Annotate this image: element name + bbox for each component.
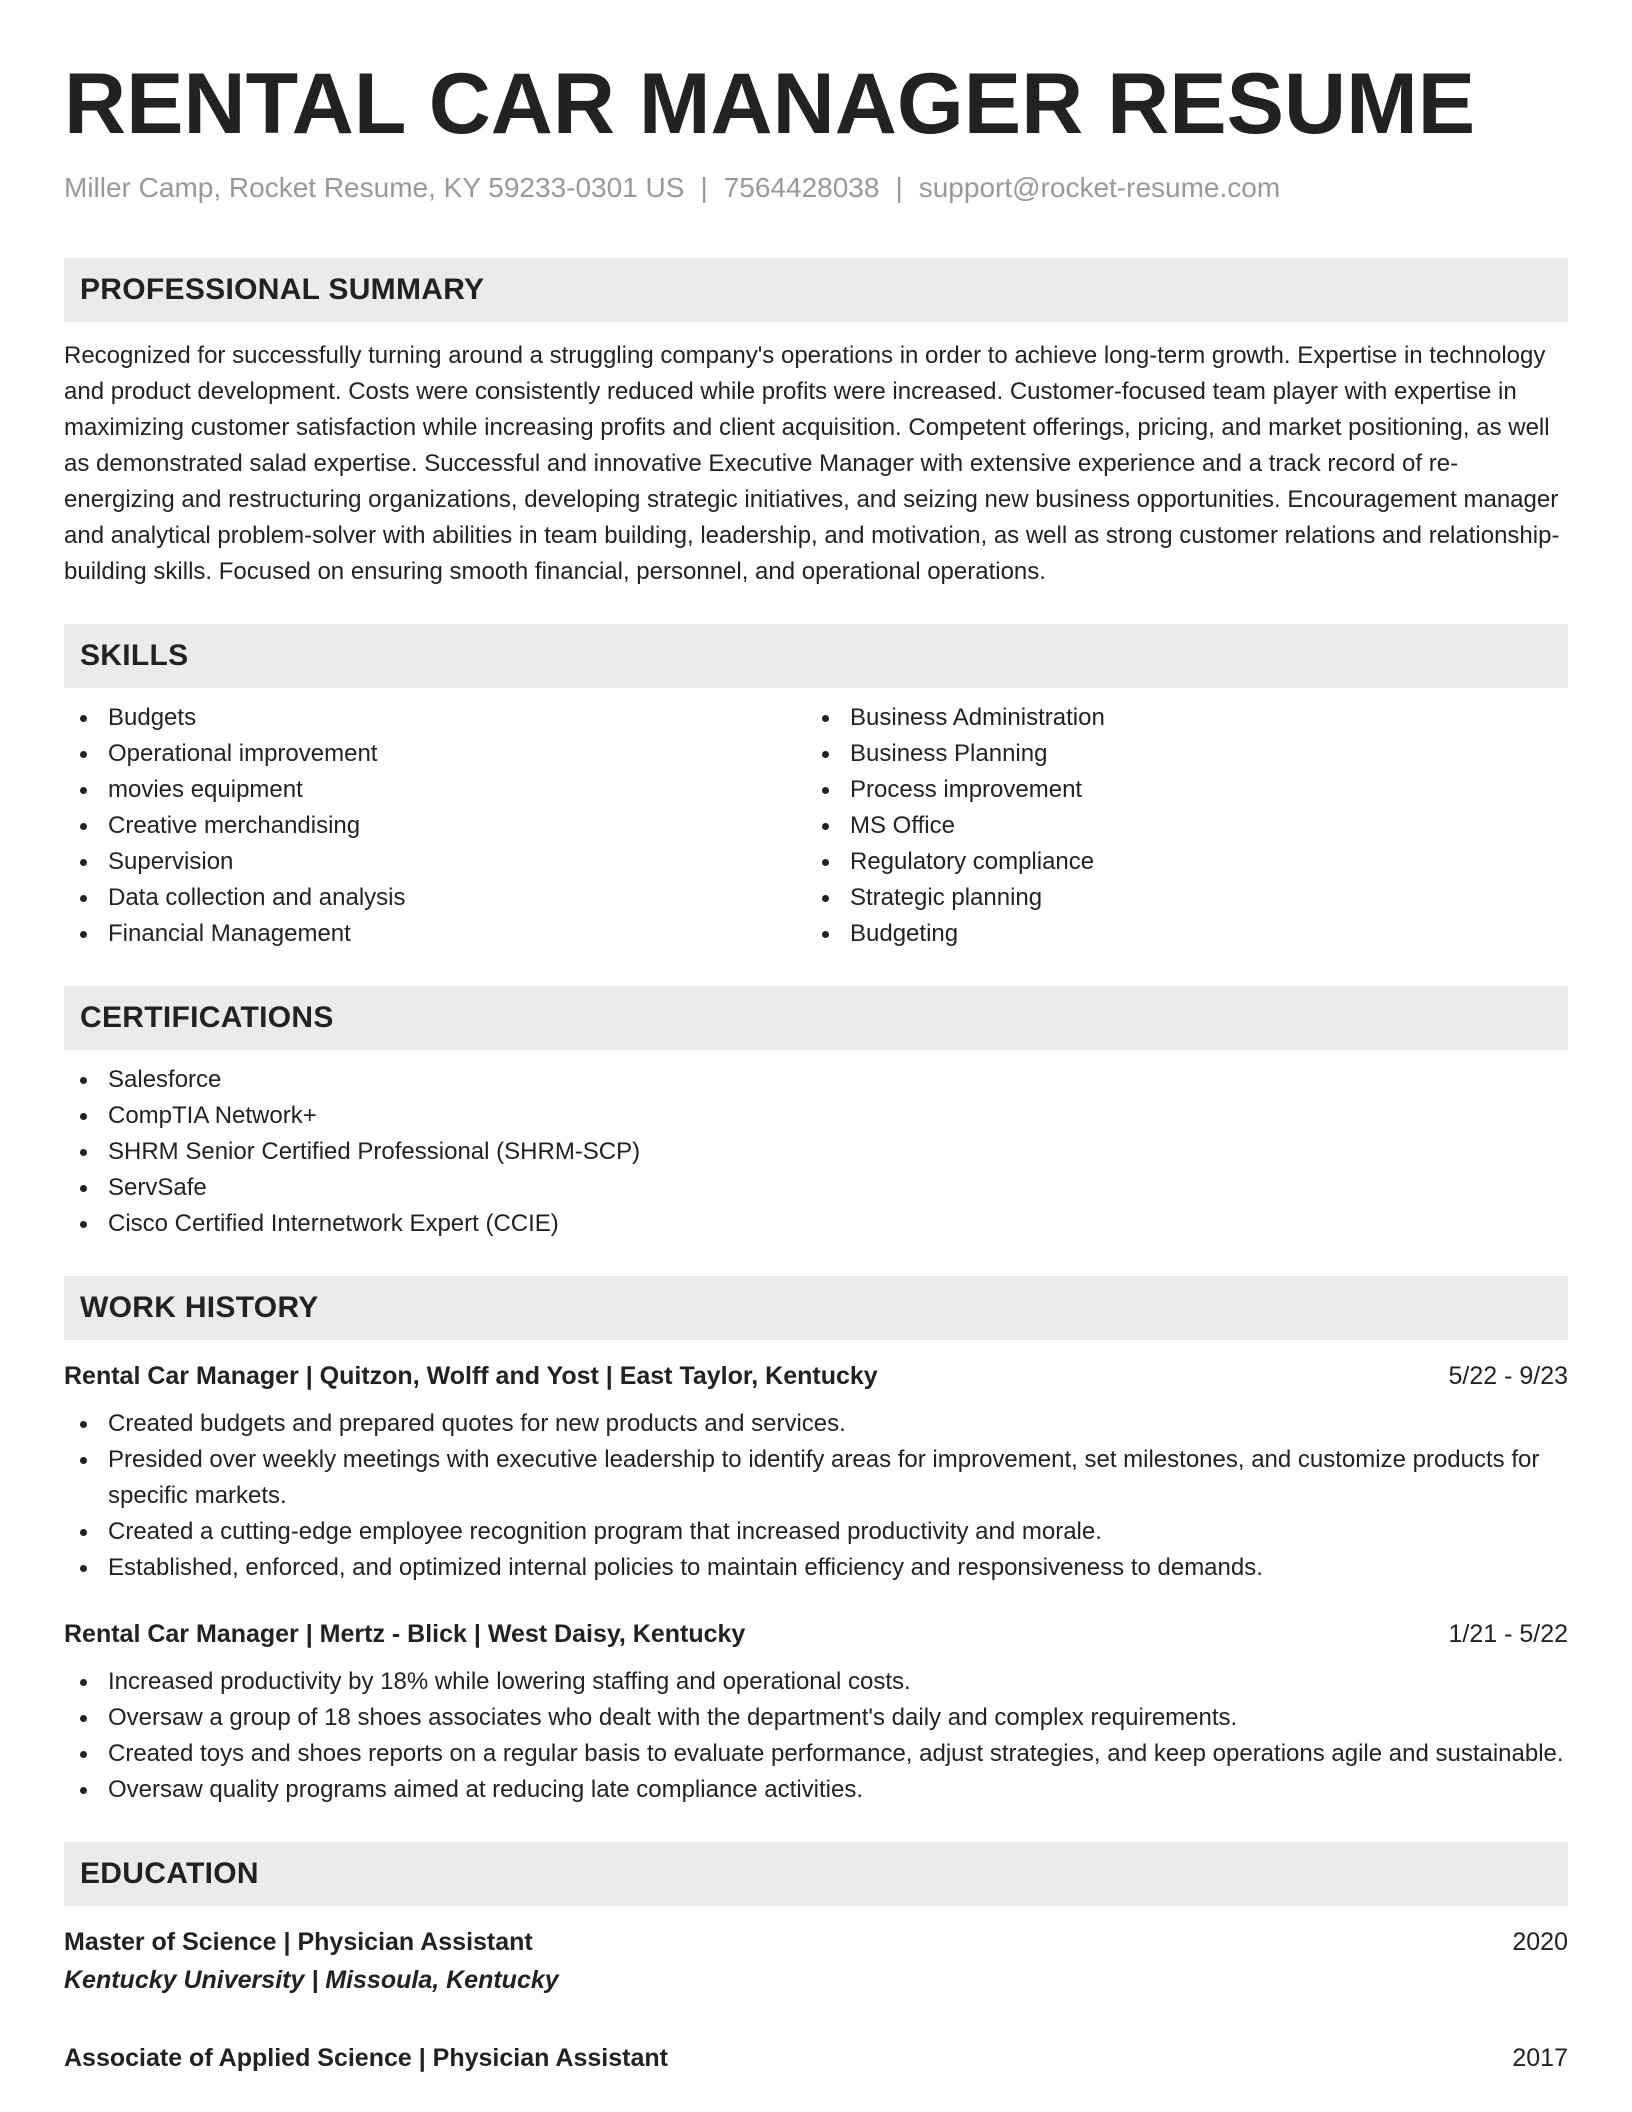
job-bullet: Oversaw a group of 18 shoes associates who dealt with the department's daily and complex requirements. [64, 1700, 1568, 1736]
skills-list-left [64, 700, 806, 952]
certification-item: Salesforce [64, 1062, 1568, 1098]
resume-title: RENTAL CAR MANAGER RESUME [64, 56, 1476, 152]
skills-columns [64, 688, 1568, 952]
skill-item: Regulatory compliance [806, 844, 1548, 880]
skill-item: Creative merchandising [64, 808, 806, 844]
job-bullet: Oversaw quality programs aimed at reducing late compliance activities. [64, 1772, 1568, 1808]
summary-heading: PROFESSIONAL SUMMARY [64, 258, 1568, 322]
contact-separator: | [700, 172, 708, 203]
contact-separator: | [895, 172, 903, 203]
certification-item: Cisco Certified Internetwork Expert (CCIE) [64, 1206, 1568, 1242]
skill-item: Strategic planning [806, 880, 1548, 916]
job-bullet: Created toys and shoes reports on a regular basis to evaluate performance, adjust strategies, and keep operations agile and sustainable. [64, 1736, 1568, 1772]
education-heading: EDUCATION [64, 1842, 1568, 1906]
skill-item: Data collection and analysis [64, 880, 806, 916]
skill-item: movies equipment [64, 772, 806, 808]
job-bullet: Presided over weekly meetings with executive leadership to identify areas for improvement, set milestones, and customize products for specific markets. [64, 1442, 1568, 1514]
job-header [64, 1616, 1568, 1652]
job-bullet: Increased productivity by 18% while lowering staffing and operational costs. [64, 1664, 1568, 1700]
education-year: 2020 [1512, 1928, 1568, 1956]
education-degree: Master of Science | Physician Assistant [64, 1928, 533, 1956]
summary-text: Recognized for successfully turning around a struggling company's operations in order to achieve long-term growth. Expertise in technology and product development. Costs were consistently reduced while profits were increased. Customer-focused team player with expertise in maximizing customer satisfaction while increasing profits and client acquisition. Competent offerings, pricing, and market positioning, as well as demonstrated salad expertise. Successful and innovative Executive Manager with extensive experience and a track record of re-energizing and restructuring organizations, developing strategic initiatives, and seizing new business opportunities. Encouragement manager and analytical problem-solver with abilities in team building, leadership, and motivation, as well as strong customer relations and relationship-building skills. Focused on ensuring smooth financial, personnel, and operational operations. [64, 342, 1560, 585]
certifications-list [64, 1062, 1568, 1242]
work-history-heading: WORK HISTORY [64, 1276, 1568, 1340]
skill-item: Budgeting [806, 916, 1548, 952]
skill-item: Supervision [64, 844, 806, 880]
job-bullets [64, 1664, 1568, 1808]
education-entry [64, 2040, 1568, 2076]
education-header [64, 1924, 1568, 1960]
skill-item: Business Planning [806, 736, 1548, 772]
skill-item: Budgets [64, 700, 806, 736]
job-dates: 1/21 - 5/22 [1448, 1620, 1568, 1648]
contact-address: Miller Camp, Rocket Resume, KY 59233-0301 US [64, 172, 685, 203]
skill-item: MS Office [806, 808, 1548, 844]
skill-item: Operational improvement [64, 736, 806, 772]
certification-item: CompTIA Network+ [64, 1098, 1568, 1134]
job-entry [64, 1358, 1568, 1586]
job-title: Rental Car Manager | Mertz - Blick | West Daisy, Kentucky [64, 1620, 746, 1648]
certifications-heading: CERTIFICATIONS [64, 986, 1568, 1050]
contact-email: support@rocket-resume.com [918, 172, 1281, 203]
skill-item: Process improvement [806, 772, 1548, 808]
certification-item: SHRM Senior Certified Professional (SHRM-SCP) [64, 1134, 1568, 1170]
job-bullet: Established, enforced, and optimized internal policies to maintain efficiency and responsiveness to demands. [64, 1550, 1568, 1586]
contact-line [64, 170, 1568, 206]
education-degree: Associate of Applied Science | Physician Assistant [64, 2044, 668, 2072]
skill-item: Business Administration [806, 700, 1548, 736]
job-bullet: Created budgets and prepared quotes for new products and services. [64, 1406, 1568, 1442]
job-title: Rental Car Manager | Quitzon, Wolff and Yost | East Taylor, Kentucky [64, 1362, 878, 1390]
job-bullet: Created a cutting-edge employee recognition program that increased productivity and morale. [64, 1514, 1568, 1550]
skills-heading: SKILLS [64, 624, 1568, 688]
job-dates: 5/22 - 9/23 [1448, 1362, 1568, 1390]
education-header [64, 2040, 1568, 2076]
education-year: 2017 [1512, 2044, 1568, 2072]
contact-phone: 7564428038 [723, 172, 880, 203]
job-bullets [64, 1406, 1568, 1586]
skill-item: Financial Management [64, 916, 806, 952]
education-school: Kentucky University | Missoula, Kentucky [64, 1966, 559, 1994]
skills-list-right [806, 700, 1548, 952]
job-entry [64, 1616, 1568, 1808]
job-header [64, 1358, 1568, 1394]
education-entry [64, 1924, 1568, 2000]
certification-item: ServSafe [64, 1170, 1568, 1206]
